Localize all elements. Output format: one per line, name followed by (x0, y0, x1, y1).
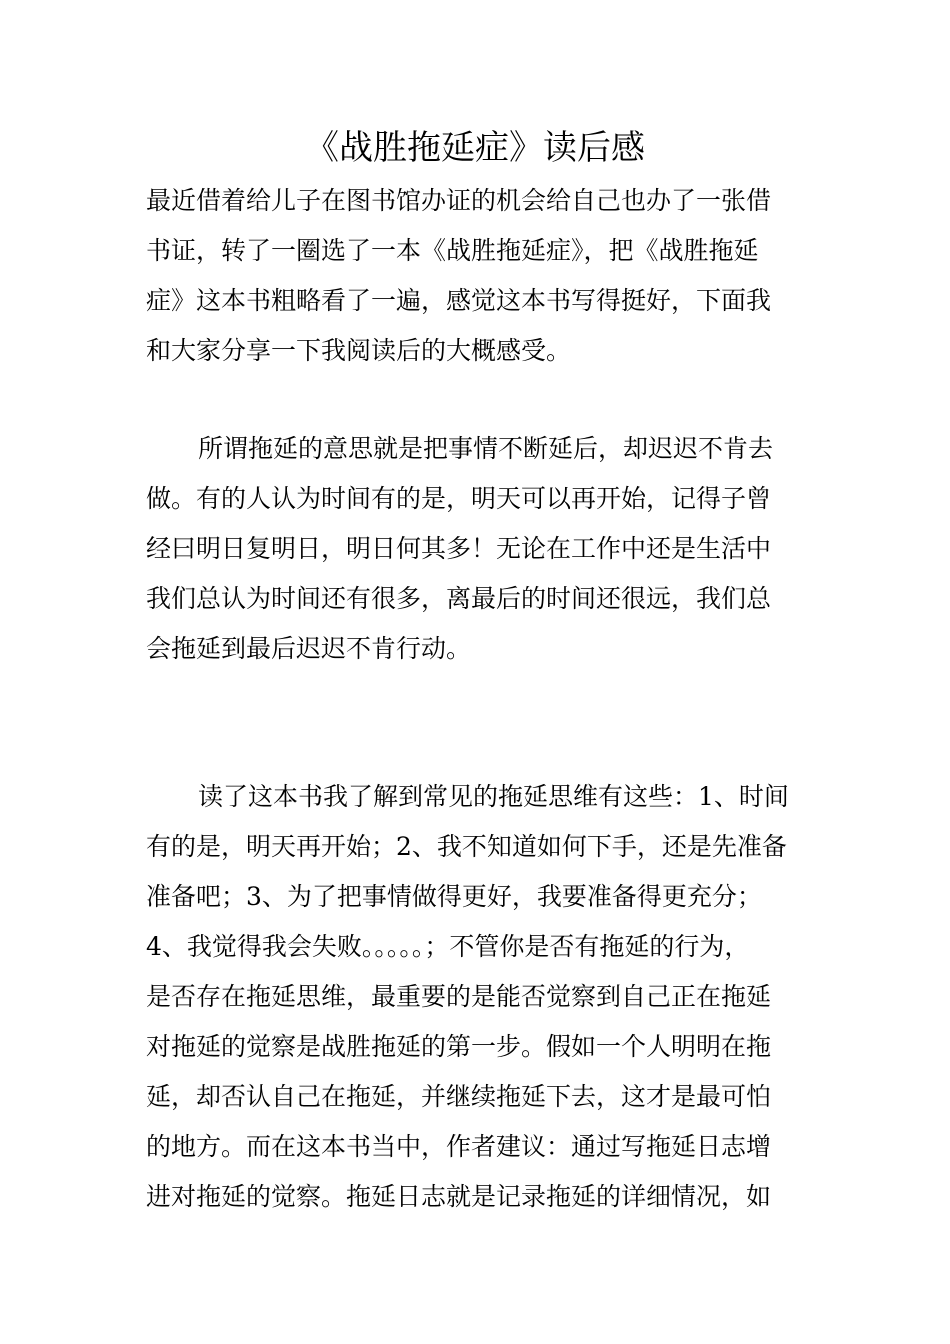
paragraph-line: 对拖延的觉察是战胜拖延的第一步。假如一个人明明在拖 (146, 1032, 772, 1061)
paragraph-line: 进对拖延的觉察。拖延日志就是记录拖延的详细情况，如 (146, 1182, 772, 1211)
paragraph-line: 经曰明日复明日，明日何其多！无论在工作中还是生活中 (146, 534, 772, 563)
paragraph-line: 4、我觉得我会失败。。。。。；不管你是否有拖延的行为， (146, 932, 750, 961)
paragraph-line: 的地方。而在这本书当中，作者建议：通过写拖延日志增 (146, 1132, 772, 1161)
paragraph-line: 书证，转了一圈选了一本《战胜拖延症》，把《战胜拖延 (146, 236, 759, 265)
paragraph-line: 和大家分享一下我阅读后的大概感受。 (146, 336, 572, 365)
paragraph-3 (146, 772, 826, 1222)
paragraph-line: 读了这本书我了解到常见的拖延思维有这些：1、时间 (198, 782, 789, 811)
document-title: 《战胜拖延症》读后感 (305, 128, 645, 168)
paragraph-line: 我们总认为时间还有很多，离最后的时间还很远，我们总 (146, 584, 772, 613)
paragraph-line: 最近借着给儿子在图书馆办证的机会给自己也办了一张借 (146, 186, 772, 215)
paragraph-2 (146, 424, 826, 674)
paragraph-1 (146, 176, 826, 376)
paragraph-line: 有的是，明天再开始；2、我不知道如何下手，还是先准备 (146, 832, 787, 861)
paragraph-line: 所谓拖延的意思就是把事情不断延后，却迟迟不肯去 (198, 434, 774, 463)
paragraph-line: 延，却否认自己在拖延，并继续拖延下去，这才是最可怕 (146, 1082, 772, 1111)
paragraph-line: 做。有的人认为时间有的是，明天可以再开始，记得子曾 (146, 484, 772, 513)
paragraph-line: 是否存在拖延思维，最重要的是能否觉察到自己正在拖延 (146, 982, 772, 1011)
paragraph-line: 会拖延到最后迟迟不肯行动。 (146, 634, 472, 663)
paragraph-line: 准备吧；3、为了把事情做得更好，我要准备得更充分； (146, 882, 762, 911)
paragraph-line: 症》这本书粗略看了一遍，感觉这本书写得挺好，下面我 (146, 286, 772, 315)
